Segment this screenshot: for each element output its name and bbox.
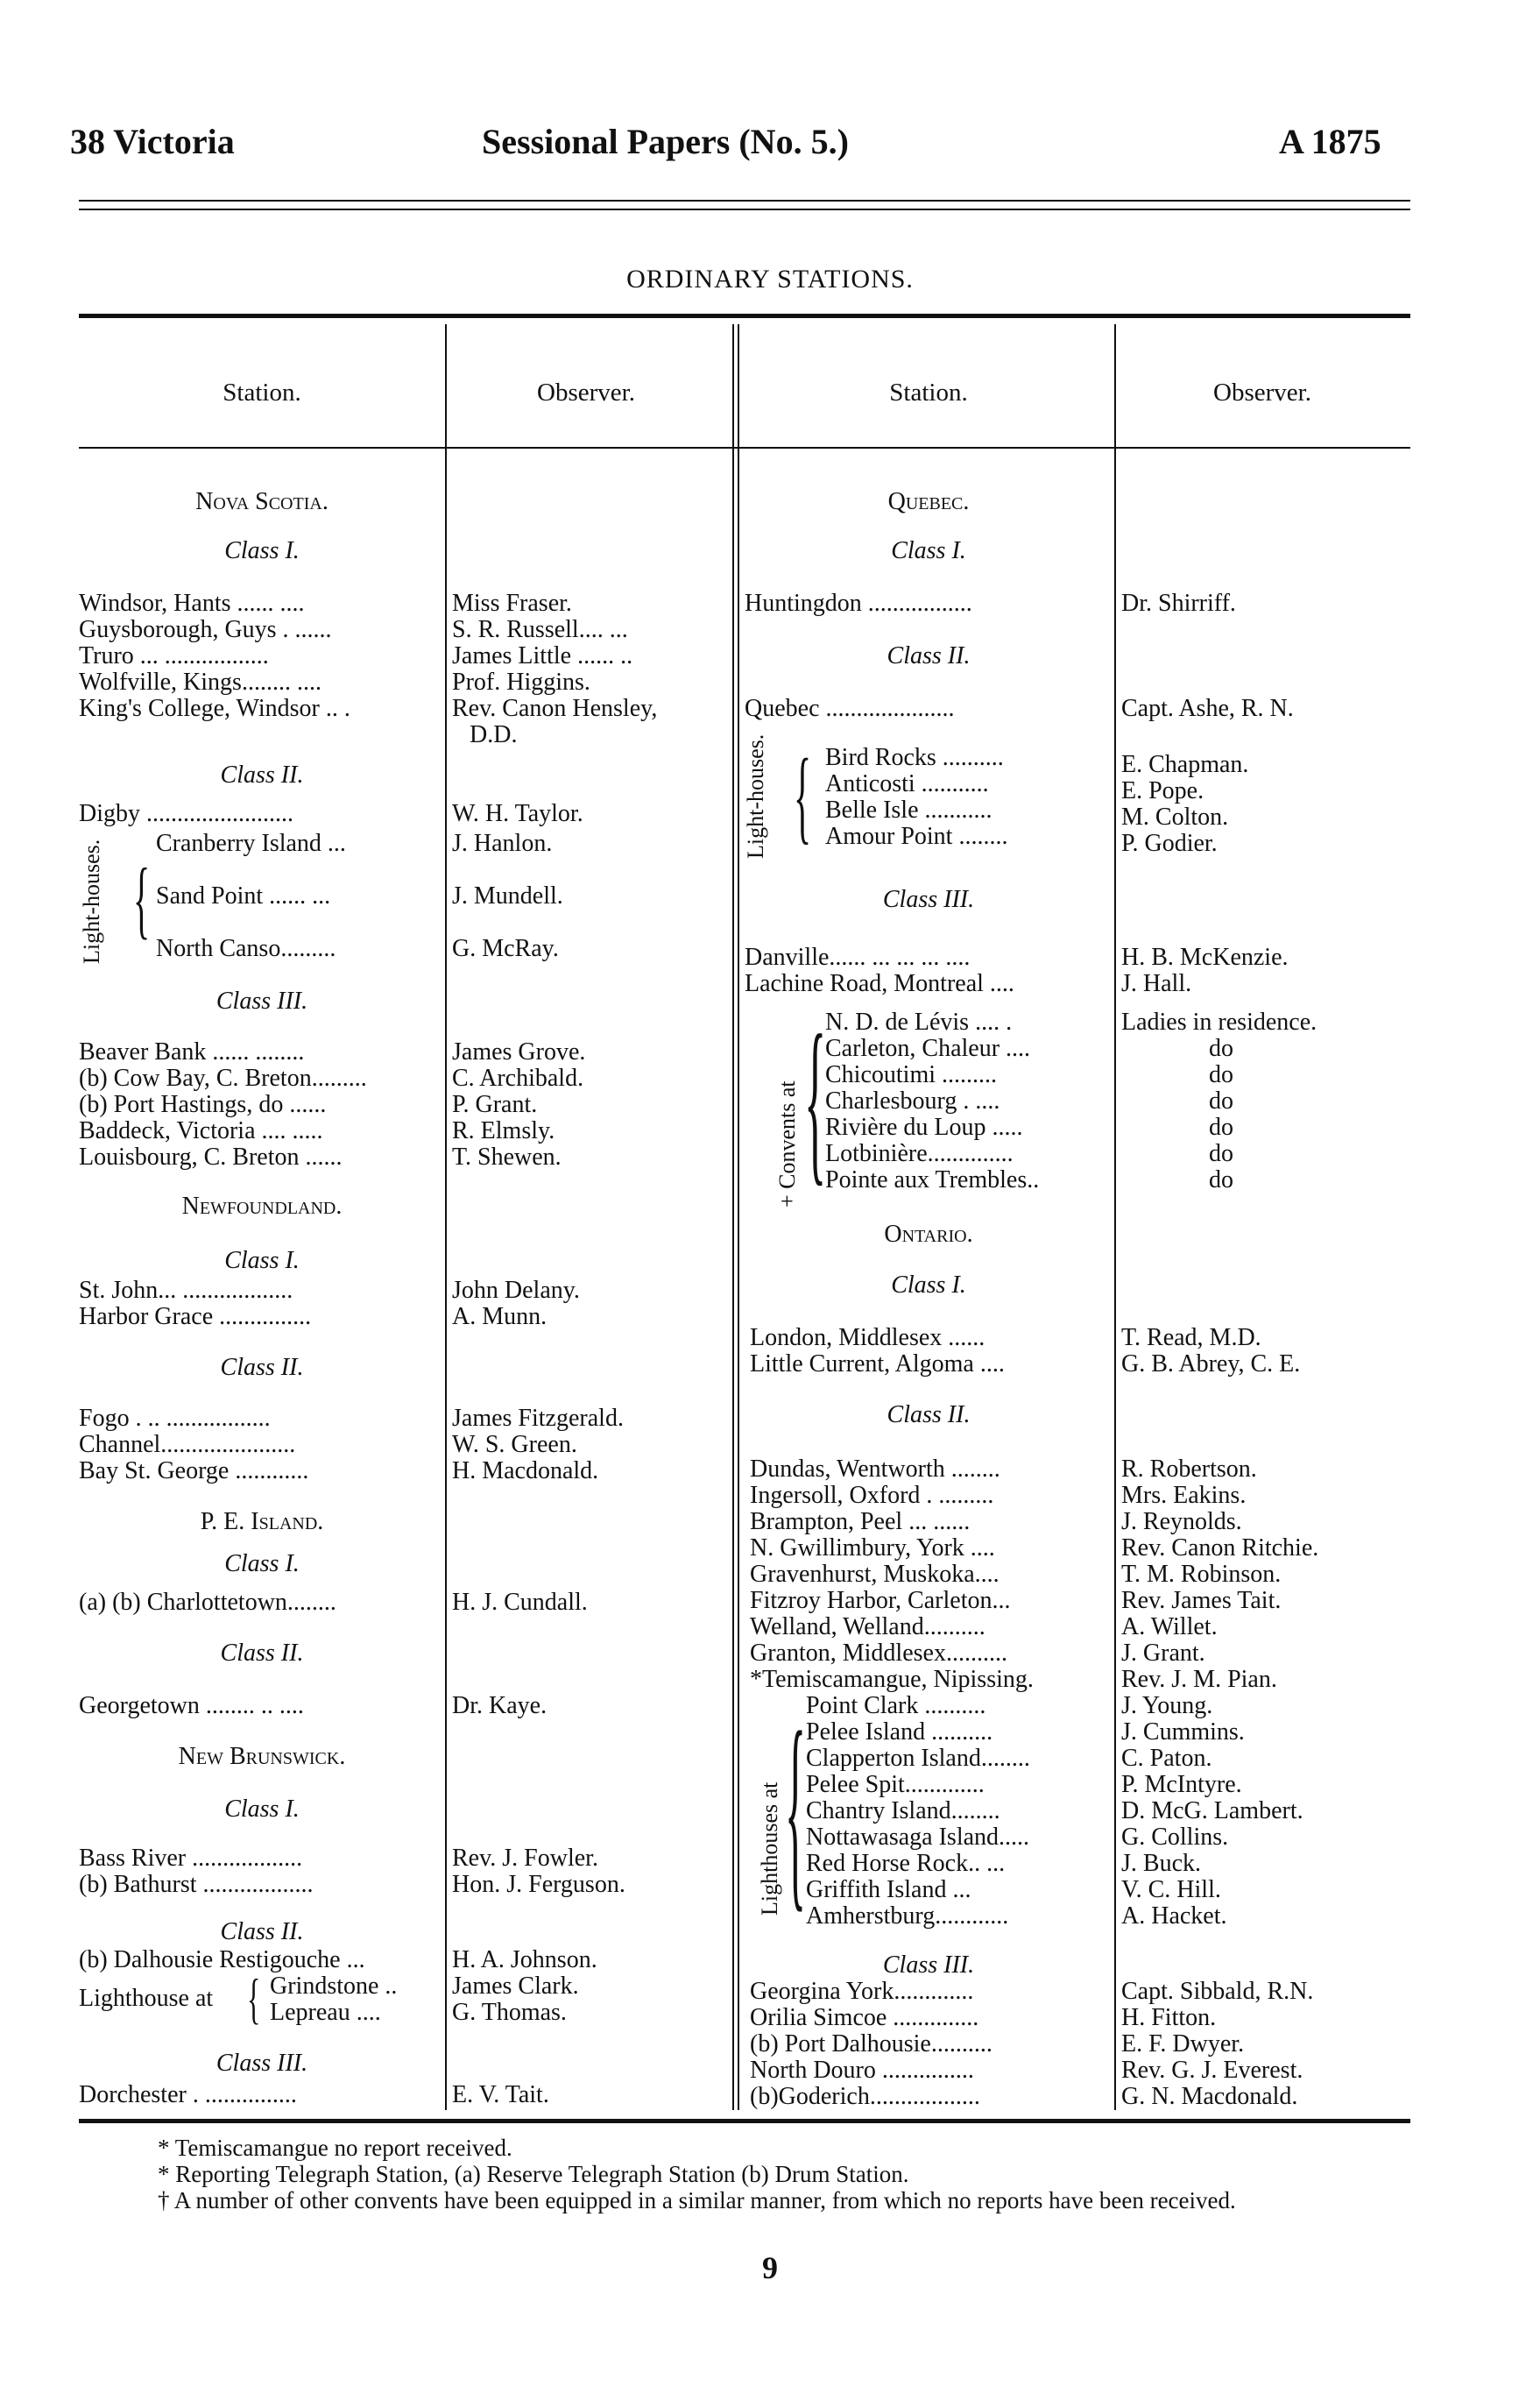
observer: R. Elmsly. xyxy=(452,1117,555,1144)
observer: James Clark. xyxy=(452,1973,579,2000)
observer: do xyxy=(1209,1087,1233,1115)
col-divider xyxy=(1114,324,1116,2110)
section-new-brunswick: New Brunswick. xyxy=(178,1743,346,1770)
station: Truro ... ................. xyxy=(79,643,269,669)
class-heading: Class II. xyxy=(220,761,304,789)
class-heading: Class I. xyxy=(224,1795,300,1823)
observer: T. Shewen. xyxy=(452,1144,562,1171)
station: Pelee Island .......... xyxy=(806,1719,993,1746)
station: Red Horse Rock.. ... xyxy=(806,1851,1006,1877)
observer: Rev. J. M. Pian. xyxy=(1121,1666,1277,1693)
group-label: Lighthouses at xyxy=(757,1781,782,1916)
station: N. D. de Lévis .... . xyxy=(825,1009,1013,1036)
station: Georgina York............. xyxy=(750,1979,974,2005)
observer: John Delany. xyxy=(452,1277,580,1304)
observer: C. Archibald. xyxy=(452,1065,584,1092)
header-left: 38 Victoria xyxy=(70,122,235,161)
observer: R. Robertson. xyxy=(1121,1455,1257,1483)
observer: James Little ...... .. xyxy=(452,642,633,669)
observer: Miss Fraser. xyxy=(452,590,572,617)
observer: Ladies in residence. xyxy=(1121,1009,1317,1036)
observer: do xyxy=(1209,1140,1233,1167)
brace: { xyxy=(247,1967,261,2029)
brace: { xyxy=(804,998,827,1201)
observer: do xyxy=(1209,1166,1233,1193)
footnote: † A number of other convents have been equipped in a similar manner, from which no reports have been received. xyxy=(158,2187,1236,2213)
station: Grindstone .. xyxy=(270,1973,398,2000)
table-top-rule xyxy=(79,314,1410,318)
station: (b) Cow Bay, C. Breton......... xyxy=(79,1066,367,1092)
observer: A. Willet. xyxy=(1121,1613,1218,1640)
class-heading: Class III. xyxy=(882,1951,975,1979)
table-title: ORDINARY STATIONS. xyxy=(626,265,914,294)
observer: H. A. Johnson. xyxy=(452,1946,597,1973)
observer: J. Hanlon. xyxy=(452,830,553,857)
station: Fogo . .. ................. xyxy=(79,1406,271,1432)
station: Gravenhurst, Muskoka.... xyxy=(750,1562,1000,1588)
class-heading: Class III. xyxy=(882,886,975,913)
observer: Rev. G. J. Everest. xyxy=(1121,2057,1303,2084)
station: (a) (b) Charlottetown........ xyxy=(79,1590,336,1616)
station: Chantry Island........ xyxy=(806,1798,1000,1824)
observer: Hon. J. Ferguson. xyxy=(452,1871,625,1898)
station: Cranberry Island ... xyxy=(156,831,346,857)
observer: J. Young. xyxy=(1121,1692,1213,1719)
brace: { xyxy=(133,850,151,947)
observer: G. Collins. xyxy=(1121,1824,1229,1851)
station: Lachine Road, Montreal .... xyxy=(745,971,1014,997)
observer: C. Paton. xyxy=(1121,1745,1212,1772)
station: Baddeck, Victoria .... ..... xyxy=(79,1118,323,1144)
observer: T. Read, M.D. xyxy=(1121,1324,1261,1351)
table-bottom-rule xyxy=(79,2119,1410,2123)
class-heading: Class III. xyxy=(215,2050,308,2077)
observer: Capt. Sibbald, R.N. xyxy=(1121,1978,1314,2005)
footnote: * Reporting Telegraph Station, (a) Reserve Telegraph Station (b) Drum Station. xyxy=(158,2161,909,2187)
observer: J. Grant. xyxy=(1121,1640,1205,1667)
station: Brampton, Peel ... ...... xyxy=(750,1509,971,1535)
station: Pelee Spit............. xyxy=(806,1772,985,1798)
station: Little Current, Algoma .... xyxy=(750,1351,1005,1378)
station: Louisbourg, C. Breton ...... xyxy=(79,1144,343,1171)
station: Nottawasaga Island..... xyxy=(806,1824,1030,1851)
observer: H. J. Cundall. xyxy=(452,1589,588,1616)
station: Digby ........................ xyxy=(79,801,293,827)
station: Guysborough, Guys . ...... xyxy=(79,617,332,643)
observer: A. Munn. xyxy=(452,1303,547,1330)
observer: E. Chapman. xyxy=(1121,751,1249,778)
header-bottom-rule xyxy=(79,447,1410,449)
station: (b) Dalhousie Restigouche ... xyxy=(79,1947,365,1973)
station: Amherstburg............ xyxy=(806,1903,1009,1930)
center-divider-2 xyxy=(738,324,739,2110)
section-ontario: Ontario. xyxy=(884,1221,973,1248)
station: Windsor, Hants ...... .... xyxy=(79,591,305,617)
station: Georgetown ........ .. .... xyxy=(79,1693,304,1719)
brace: { xyxy=(794,737,812,853)
observer: H. Macdonald. xyxy=(452,1457,599,1484)
station: Orilia Simcoe .............. xyxy=(750,2005,979,2031)
station: (b) Port Dalhousie.......... xyxy=(750,2031,993,2057)
station: Dorchester . ............... xyxy=(79,2082,297,2108)
station: N. Gwillimbury, York .... xyxy=(750,1535,995,1562)
station: Ingersoll, Oxford . ......... xyxy=(750,1483,994,1509)
observer: Rev. Canon Hensley, xyxy=(452,695,658,722)
group-label: Light-houses. xyxy=(79,839,104,964)
class-heading: Class II. xyxy=(220,1918,304,1945)
observer: G. N. Macdonald. xyxy=(1121,2083,1298,2110)
station: Beaver Bank ...... ........ xyxy=(79,1039,305,1066)
header-center: Sessional Papers (No. 5.) xyxy=(482,122,849,161)
group-label: Light-houses. xyxy=(743,733,768,859)
observer: E. V. Tait. xyxy=(452,2081,549,2108)
section-newfoundland: Newfoundland. xyxy=(181,1193,343,1220)
station: Lotbinière.............. xyxy=(825,1141,1014,1167)
class-heading: Class III. xyxy=(215,988,308,1015)
observer: E. Pope. xyxy=(1121,777,1204,804)
brace: { xyxy=(785,1688,806,1930)
station: Pointe aux Trembles.. xyxy=(825,1167,1040,1193)
header-rule-2 xyxy=(79,209,1410,210)
observer: D. McG. Lambert. xyxy=(1121,1797,1303,1824)
station: Point Clark .......... xyxy=(806,1693,986,1719)
station: Bay St. George ............ xyxy=(79,1458,309,1484)
observer: H. Fitton. xyxy=(1121,2004,1217,2031)
station: Wolfville, Kings........ .... xyxy=(79,669,321,696)
col-head-station-right: Station. xyxy=(889,379,968,407)
station: Fitzroy Harbor, Carleton... xyxy=(750,1588,1011,1614)
observer: S. R. Russell.... ... xyxy=(452,616,628,643)
observer: J. Buck. xyxy=(1121,1850,1201,1877)
class-heading: Class II. xyxy=(220,1354,304,1381)
observer: James Fitzgerald. xyxy=(452,1405,624,1432)
group-label: Lighthouse at xyxy=(79,1985,214,2012)
section-quebec: Quebec. xyxy=(887,488,970,515)
observer: M. Colton. xyxy=(1121,804,1229,831)
section-pei: P. E. Island. xyxy=(200,1508,324,1535)
station: Chicoutimi ......... xyxy=(825,1062,997,1088)
class-heading: Class II. xyxy=(887,1401,971,1428)
page-header xyxy=(70,121,1454,182)
header-rule xyxy=(79,200,1410,202)
station: Quebec ..................... xyxy=(745,696,955,722)
station: St. John... .................. xyxy=(79,1278,293,1304)
class-heading: Class I. xyxy=(224,1247,300,1274)
station: Lepreau .... xyxy=(270,2000,381,2026)
observer: do xyxy=(1209,1061,1233,1088)
observer: Rev. Canon Ritchie. xyxy=(1121,1534,1319,1562)
station: (b) Bathurst .................. xyxy=(79,1872,314,1898)
col-head-observer-right: Observer. xyxy=(1213,379,1311,407)
observer: E. F. Dwyer. xyxy=(1121,2030,1245,2057)
observer: do xyxy=(1209,1114,1233,1141)
station: Charlesbourg . .... xyxy=(825,1088,1000,1115)
header-right: A 1875 xyxy=(1279,122,1381,161)
class-heading: Class I. xyxy=(891,1271,966,1299)
observer: G. McRay. xyxy=(452,935,559,962)
class-heading: Class I. xyxy=(224,1550,300,1577)
station: Sand Point ...... ... xyxy=(156,883,331,910)
observer: T. M. Robinson. xyxy=(1121,1561,1282,1588)
station: Bird Rocks .......... xyxy=(825,745,1004,771)
station: London, Middlesex ...... xyxy=(750,1325,985,1351)
observer: do xyxy=(1209,1035,1233,1062)
col-head-station-left: Station. xyxy=(223,379,301,407)
col-head-observer-left: Observer. xyxy=(537,379,635,407)
station: (b) Port Hastings, do ...... xyxy=(79,1092,327,1118)
observer: W. S. Green. xyxy=(452,1431,577,1458)
station: (b)Goderich.................. xyxy=(750,2084,980,2110)
station: Rivière du Loup ..... xyxy=(825,1115,1023,1141)
observer: J. Reynolds. xyxy=(1121,1508,1242,1535)
class-heading: Class I. xyxy=(224,537,300,564)
class-heading: Class I. xyxy=(891,537,966,564)
station: King's College, Windsor .. . xyxy=(79,696,350,722)
station: Clapperton Island........ xyxy=(806,1746,1030,1772)
station: Bass River .................. xyxy=(79,1845,303,1872)
footnote: * Temiscamangue no report received. xyxy=(158,2135,512,2161)
observer: Mrs. Eakins. xyxy=(1121,1482,1247,1509)
observer: Prof. Higgins. xyxy=(452,669,590,696)
observer: James Grove. xyxy=(452,1038,586,1066)
observer: Rev. James Tait. xyxy=(1121,1587,1282,1614)
station: Granton, Middlesex.......... xyxy=(750,1640,1007,1667)
observer: P. McIntyre. xyxy=(1121,1771,1242,1798)
observer: D.D. xyxy=(470,721,518,748)
station: Channel...................... xyxy=(79,1432,296,1458)
observer: Capt. Ashe, R. N. xyxy=(1121,695,1294,722)
observer: W. H. Taylor. xyxy=(452,800,583,827)
group-label: + Convents at xyxy=(774,1080,800,1208)
observer: Dr. Kaye. xyxy=(452,1692,547,1719)
station: Amour Point ........ xyxy=(825,824,1008,850)
center-divider xyxy=(732,324,734,2110)
observer: G. B. Abrey, C. E. xyxy=(1121,1350,1301,1378)
col-divider xyxy=(445,324,447,2110)
observer: P. Grant. xyxy=(452,1091,538,1118)
class-heading: Class II. xyxy=(887,642,971,669)
station: North Canso......... xyxy=(156,936,336,962)
station: Danville...... ... ... ... .... xyxy=(745,945,971,971)
observer: J. Cummins. xyxy=(1121,1718,1245,1746)
observer: A. Hacket. xyxy=(1121,1902,1227,1930)
observer: Rev. J. Fowler. xyxy=(452,1845,598,1872)
station: Belle Isle ........... xyxy=(825,797,993,824)
class-heading: Class II. xyxy=(220,1640,304,1667)
station: *Temiscamangue, Nipissing. xyxy=(750,1667,1034,1693)
station: Dundas, Wentworth ........ xyxy=(750,1456,1000,1483)
observer: Dr. Shirriff. xyxy=(1121,590,1236,617)
page-number: 9 xyxy=(762,2250,778,2285)
observer: H. B. McKenzie. xyxy=(1121,944,1289,971)
station: Harbor Grace ............... xyxy=(79,1304,312,1330)
observer: J. Mundell. xyxy=(452,882,563,910)
station: Huntingdon ................. xyxy=(745,591,972,617)
station: Carleton, Chaleur .... xyxy=(825,1036,1031,1062)
station: North Douro ............... xyxy=(750,2057,974,2084)
observer: J. Hall. xyxy=(1121,970,1192,997)
station: Griffith Island ... xyxy=(806,1877,971,1903)
station: Welland, Welland.......... xyxy=(750,1614,985,1640)
footnotes xyxy=(158,2135,1437,2213)
observer: P. Godier. xyxy=(1121,830,1218,857)
observer: G. Thomas. xyxy=(452,1999,567,2026)
section-nova-scotia: Nova Scotia. xyxy=(195,488,328,515)
observer: V. C. Hill. xyxy=(1121,1876,1221,1903)
station: Anticosti ........... xyxy=(825,771,989,797)
